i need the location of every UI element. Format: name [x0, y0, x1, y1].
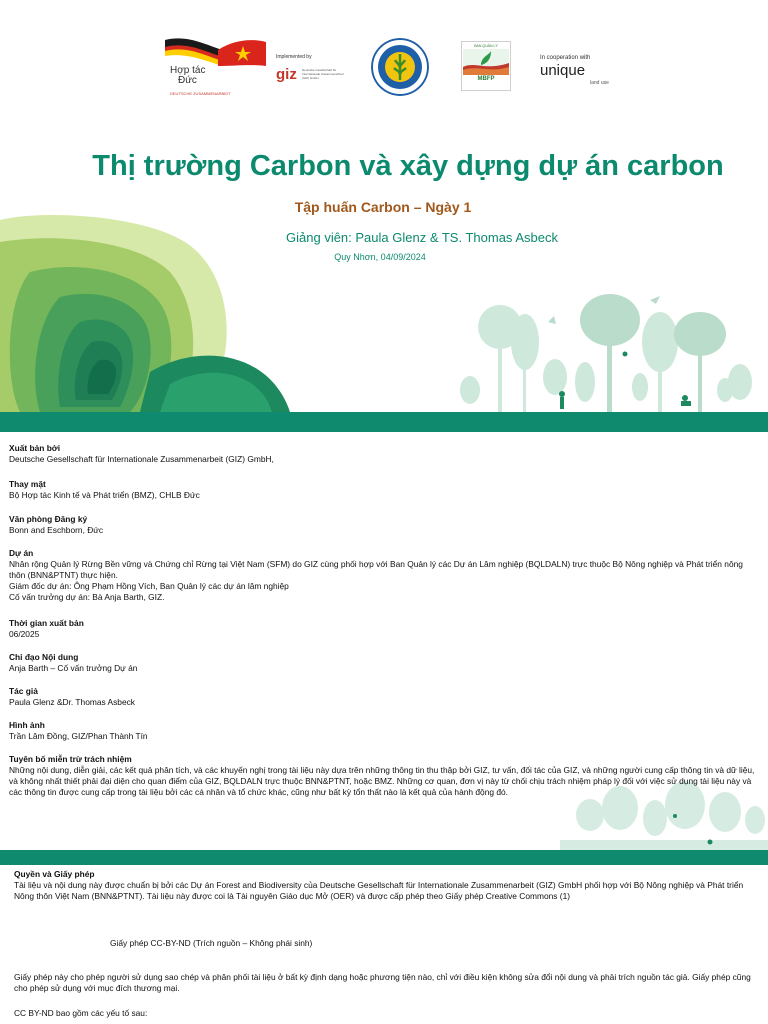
top-divider-band — [0, 412, 768, 432]
hoptac-duc-logo-text — [170, 66, 230, 99]
page-subtitle: Tập huấn Carbon – Ngày 1 — [294, 199, 472, 215]
section-heading: Chỉ đạo Nội dung — [9, 652, 79, 662]
imprint-project — [9, 548, 761, 603]
in-cooperation-text: In cooperation with — [540, 55, 591, 61]
section-text: Cố vấn trưởng dự án: Bà Anja Barth, GIZ. — [9, 592, 165, 602]
section-heading: Văn phòng Đăng ký — [9, 514, 88, 524]
license-terms: Giấy phép này cho phép người sử dụng sao chép và phân phối tài liệu ở bất kỳ định dạng hoặc phương tiện nào, chỉ với điều kiện không sửa đổi nội dung và phải trích nguồn tác giả. Giấy phép cũng cho phép sử dụng với mục đích thương mại. — [14, 972, 751, 993]
lecturer-text: Giảng viên: Paula Glenz & TS. Thomas Asbeck — [286, 230, 558, 245]
section-heading: Xuất bản bởi — [9, 443, 61, 453]
section-text: Paula Glenz &Dr. Thomas Asbeck — [9, 697, 135, 707]
section-heading: Thay mặt — [9, 479, 46, 489]
license-name: Giấy phép CC-BY-ND (Trích nguồn – Không phái sinh) — [110, 938, 313, 948]
section-text: Nhân rộng Quản lý Rừng Bền vững và Chứng chỉ Rừng tại Việt Nam (SFM) do GIZ cùng phối hợp với Ban Quản lý các Dự án Lâm nghiệp (BQLDALN) trực thuộc Bộ Nông nghiệp và Phát triển nông thôn (BNN&PTNT) thực hiện. — [9, 559, 743, 580]
imprint-content-direction — [9, 652, 761, 674]
section-heading: Dự án — [9, 548, 34, 558]
page-title: Thị trường Carbon và xây dựng dự án carbon — [92, 150, 724, 182]
implemented-by-text: Implemented by — [276, 54, 312, 60]
hoptac-text: Hợp tác — [170, 65, 206, 76]
imprint-on-behalf — [9, 479, 761, 501]
imprint-registered-office — [9, 514, 761, 536]
section-text: Anja Barth – Cố vấn trưởng Dự án — [9, 663, 138, 673]
hoptac-sub-text: DEUTSCHE ZUSAMMENARBEIT — [170, 91, 231, 96]
imprint-publisher — [9, 443, 761, 465]
unique-logo: unique — [540, 62, 586, 79]
date-text: Quy Nhơn, 04/09/2024 — [334, 252, 426, 262]
imprint-authors — [9, 686, 761, 708]
section-text: Những nội dung, diễn giải, các kết quả phân tích, và các khuyến nghị trong tài liệu này dựa trên những thông tin thu thập bởi GIZ, tư vấn, đối tác của GIZ, và những người cung cấp thông tin và dữ liệu, và không nhất thiết phải đại diện cho quan điểm của GIZ, BQLDALN trực thuộc BNN&PTNT, hoặc BMZ. Những cơ quan, đơn vị này từ chối chịu trách nhiệm pháp lý đối với việc sử dụng tài liệu này và các thông tin được cung cấp trong tài liệu bởi các cá nhân và tổ chức khác, cũng như bất kỳ tổn thất nào là kết quả của hành động đó. — [9, 765, 755, 797]
forest-silhouette-illustration — [460, 294, 752, 412]
section-heading: Hình ảnh — [9, 720, 45, 730]
imprint-publication-date — [9, 618, 761, 640]
section-text: Deutsche Gesellschaft für Internationale Zusammenarbeit (GIZ) GmbH, — [9, 454, 274, 464]
section-text: 06/2025 — [9, 629, 40, 639]
giz-sub-text: Deutsche Gesellschaft für Internationale Zusammenarbeit (GIZ) GmbH — [302, 68, 344, 80]
license-intro: Tài liệu và nội dung này được chuẩn bị bởi các Dự án Forest and Biodiversity của Deutsche Gesellschaft für Internationale Zusammenarbeit (GIZ) GmbH phối hợp với Bộ Nông nghiệp và Phát triển Nông thôn Việt Nam (BNN&PTNT). Tài liệu này được coi là Tài nguyên Giáo dục Mở (OER) và được cấp phép theo Giấy phép Creative Commons (1) — [14, 880, 744, 901]
giz-logo: giz — [276, 66, 297, 83]
mbfp-emblem-icon — [463, 49, 509, 75]
ministry-seal-logo — [371, 38, 429, 96]
section-text: Trần Lâm Đồng, GIZ/Phan Thành Tín — [9, 731, 148, 741]
license-heading: Quyền và Giấy phép — [14, 869, 95, 879]
bottom-divider-band — [0, 850, 768, 865]
imprint-disclaimer — [9, 754, 761, 798]
license-section — [14, 869, 760, 902]
section-heading: Tác giả — [9, 686, 38, 696]
mbfp-top-text: BAN QUẢN LÝ — [474, 44, 498, 48]
section-heading: Tuyên bố miễn trừ trách nhiệm — [9, 754, 132, 764]
section-text: Bonn and Eschborn, Đức — [9, 525, 104, 535]
mbfp-logo — [461, 41, 511, 91]
section-text: Bộ Hợp tác Kinh tế và Phát triển (BMZ), CHLB Đức — [9, 490, 200, 500]
land-use-text: land use — [590, 80, 609, 86]
mbfp-text: MBFP — [477, 76, 495, 82]
duc-text: Đức — [178, 75, 197, 86]
section-text: Giám đốc dự án: Ông Phạm Hồng Vích, Ban Quản lý các dự án lâm nghiệp — [9, 581, 289, 591]
section-heading: Thời gian xuất bản — [9, 618, 84, 628]
license-elements: CC BY-ND bao gồm các yếu tố sau: — [14, 1008, 148, 1018]
imprint-photos — [9, 720, 761, 742]
